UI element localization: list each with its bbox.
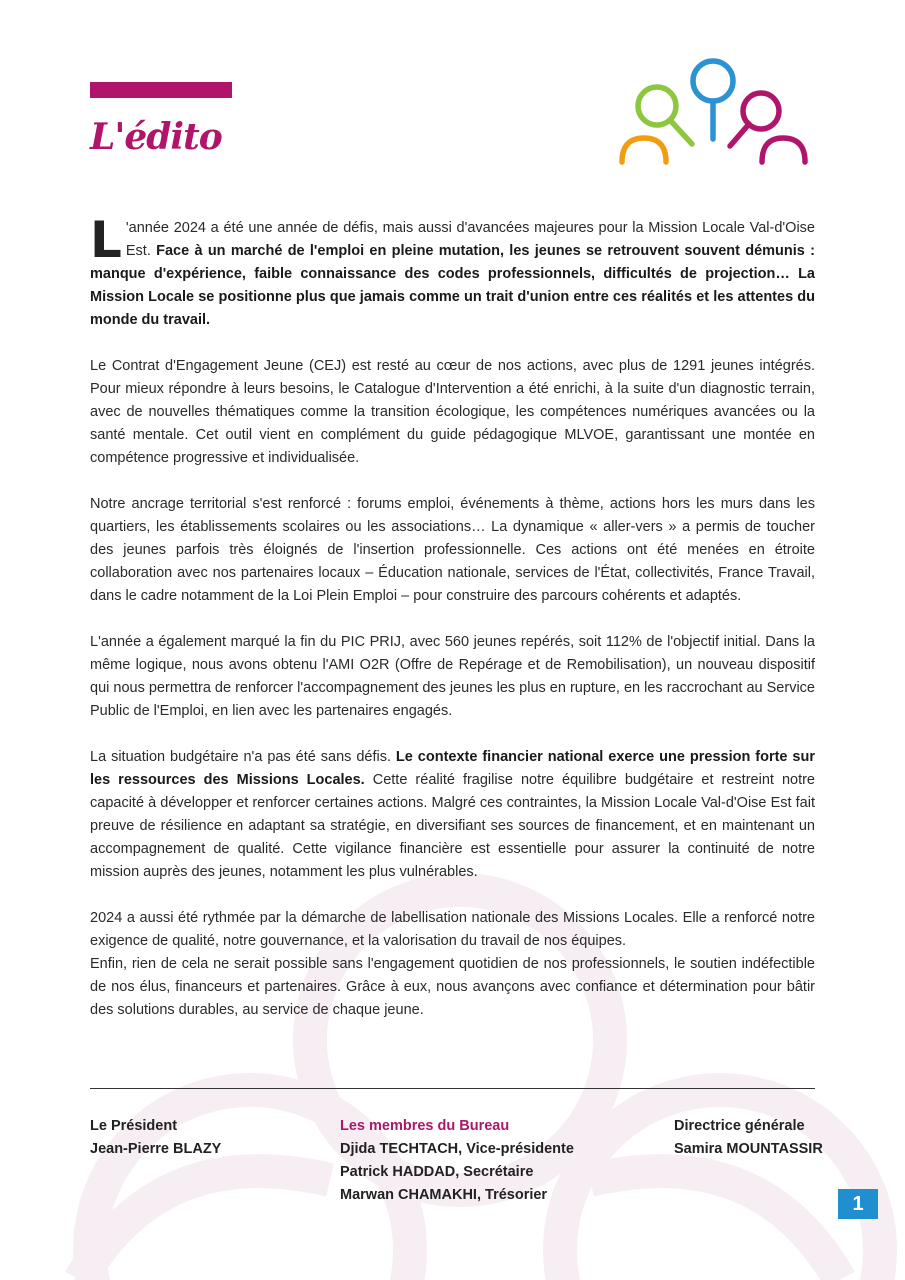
intro-bold-text: Face à un marché de l'emploi en pleine mutation, les jeunes se retrouvent souvent démunis : manque d'expérience, faible connaissance des codes professionnels, difficultés de projection… La Mission Locale se positionne plus que jamais comme un trait d'union entre ces réalités et les attentes du monde du travail. — [90, 243, 815, 328]
signature-bureau — [340, 1115, 574, 1207]
page-number-badge: 1 — [838, 1189, 878, 1219]
budget-text-start: La situation budgétaire n'a pas été sans défis. — [90, 749, 396, 765]
paragraph-intro — [90, 211, 815, 332]
page-title: L'édito — [90, 116, 222, 158]
paragraph-cej: Le Contrat d'Engagement Jeune (CEJ) est resté au cœur de nos actions, avec plus de 1291 jeunes intégrés. Pour mieux répondre à leurs besoins, le Catalogue d'Intervention a été enrichi, à la suite d'un diagnostic terrain, avec de nouvelles thématiques comme la transition écologique, les compétences numériques avancées ou la santé mentale. Cet outil vient en complément du guide pédagogique MLVOE, garantissant une montée en compétence progressive et individualisée. — [90, 358, 815, 466]
paragraph-territorial: Notre ancrage territorial s'est renforcé : forums emploi, événements à thème, actions hors les murs dans les quartiers, les établissements scolaires ou les associations… La dynamique « aller-vers » a permis de toucher des jeunes parfois très éloignés de l'insertion professionnelle. Ces actions ont été menées en étroite collaboration avec nos partenaires locaux – Éducation nationale, services de l'État, collectivités, France Travail, dans le cadre notamment de la Loi Plein Emploi – pour construire des parcours cohérents et adaptés. — [90, 496, 815, 604]
budget-bold-text: Le contexte financier national exerce une pression forte sur les ressources des Missions Locales. — [90, 749, 815, 788]
president-name: Jean-Pierre BLAZY — [90, 1141, 222, 1157]
bureau-role: Les membres du Bureau — [340, 1118, 510, 1134]
dropcap-letter: L — [90, 211, 122, 269]
bureau-member: Patrick HADDAD, Secrétaire — [340, 1164, 534, 1180]
paragraph-budget — [90, 746, 815, 884]
editorial-body — [90, 211, 815, 1022]
intro-text: 'année 2024 a été une année de défis, mais aussi d'avancées majeures pour la Mission Locale Val-d'Oise Est. — [125, 220, 815, 259]
signature-president — [90, 1115, 221, 1161]
director-role: Directrice générale — [674, 1118, 805, 1134]
title-accent-bar — [90, 82, 232, 98]
paragraph-labellisation: 2024 a aussi été rythmée par la démarche de labellisation nationale des Missions Locales. Elle a renforcé notre exigence de qualité, notre gouvernance, et la valorisation du travail de nos équipes. — [90, 910, 815, 949]
director-name: Samira MOUNTASSIR — [674, 1141, 823, 1157]
signature-divider — [90, 1088, 815, 1089]
bureau-member: Djida TECHTACH, Vice-présidente — [340, 1141, 574, 1157]
budget-text-end: Cette réalité fragilise notre équilibre budgétaire et restreint notre capacité à développer et renforcer certaines actions. Malgré ces contraintes, la Mission Locale Val-d'Oise Est fait preuve de résilience en adaptant sa stratégie, en diversifiant ses sources de financement, et en maintenant un accompagnement de qualité. Cette vigilance financière est essentielle pour assurer la continuité de notre mission auprès des jeunes, notamment les plus vulnérables. — [90, 772, 815, 880]
paragraph-pic-prij: L'année a également marqué la fin du PIC PRIJ, avec 560 jeunes repérés, soit 112% de l'objectif initial. Dans la même logique, nous avons obtenu l'AMI O2R (Offre de Repérage et de Remobilisation), un nouveau dispositif qui nous permettra de renforcer l'accompagnement des jeunes les plus en rupture, en les raccrochant au Service Public de l'Emploi, en lien avec les partenaires engagés. — [90, 634, 815, 719]
people-circles-logo-icon — [618, 54, 812, 166]
bureau-member: Marwan CHAMAKHI, Trésorier — [340, 1187, 548, 1203]
paragraph-closing: Enfin, rien de cela ne serait possible sans l'engagement quotidien de nos professionnels, le soutien indéfectible de nos élus, financeurs et partenaires. Grâce à eux, nous avançons avec confiance et détermination pour bâtir des solutions durables, au service de chaque jeune. — [90, 956, 815, 1018]
president-role: Le Président — [90, 1118, 178, 1134]
signature-director — [674, 1115, 823, 1161]
